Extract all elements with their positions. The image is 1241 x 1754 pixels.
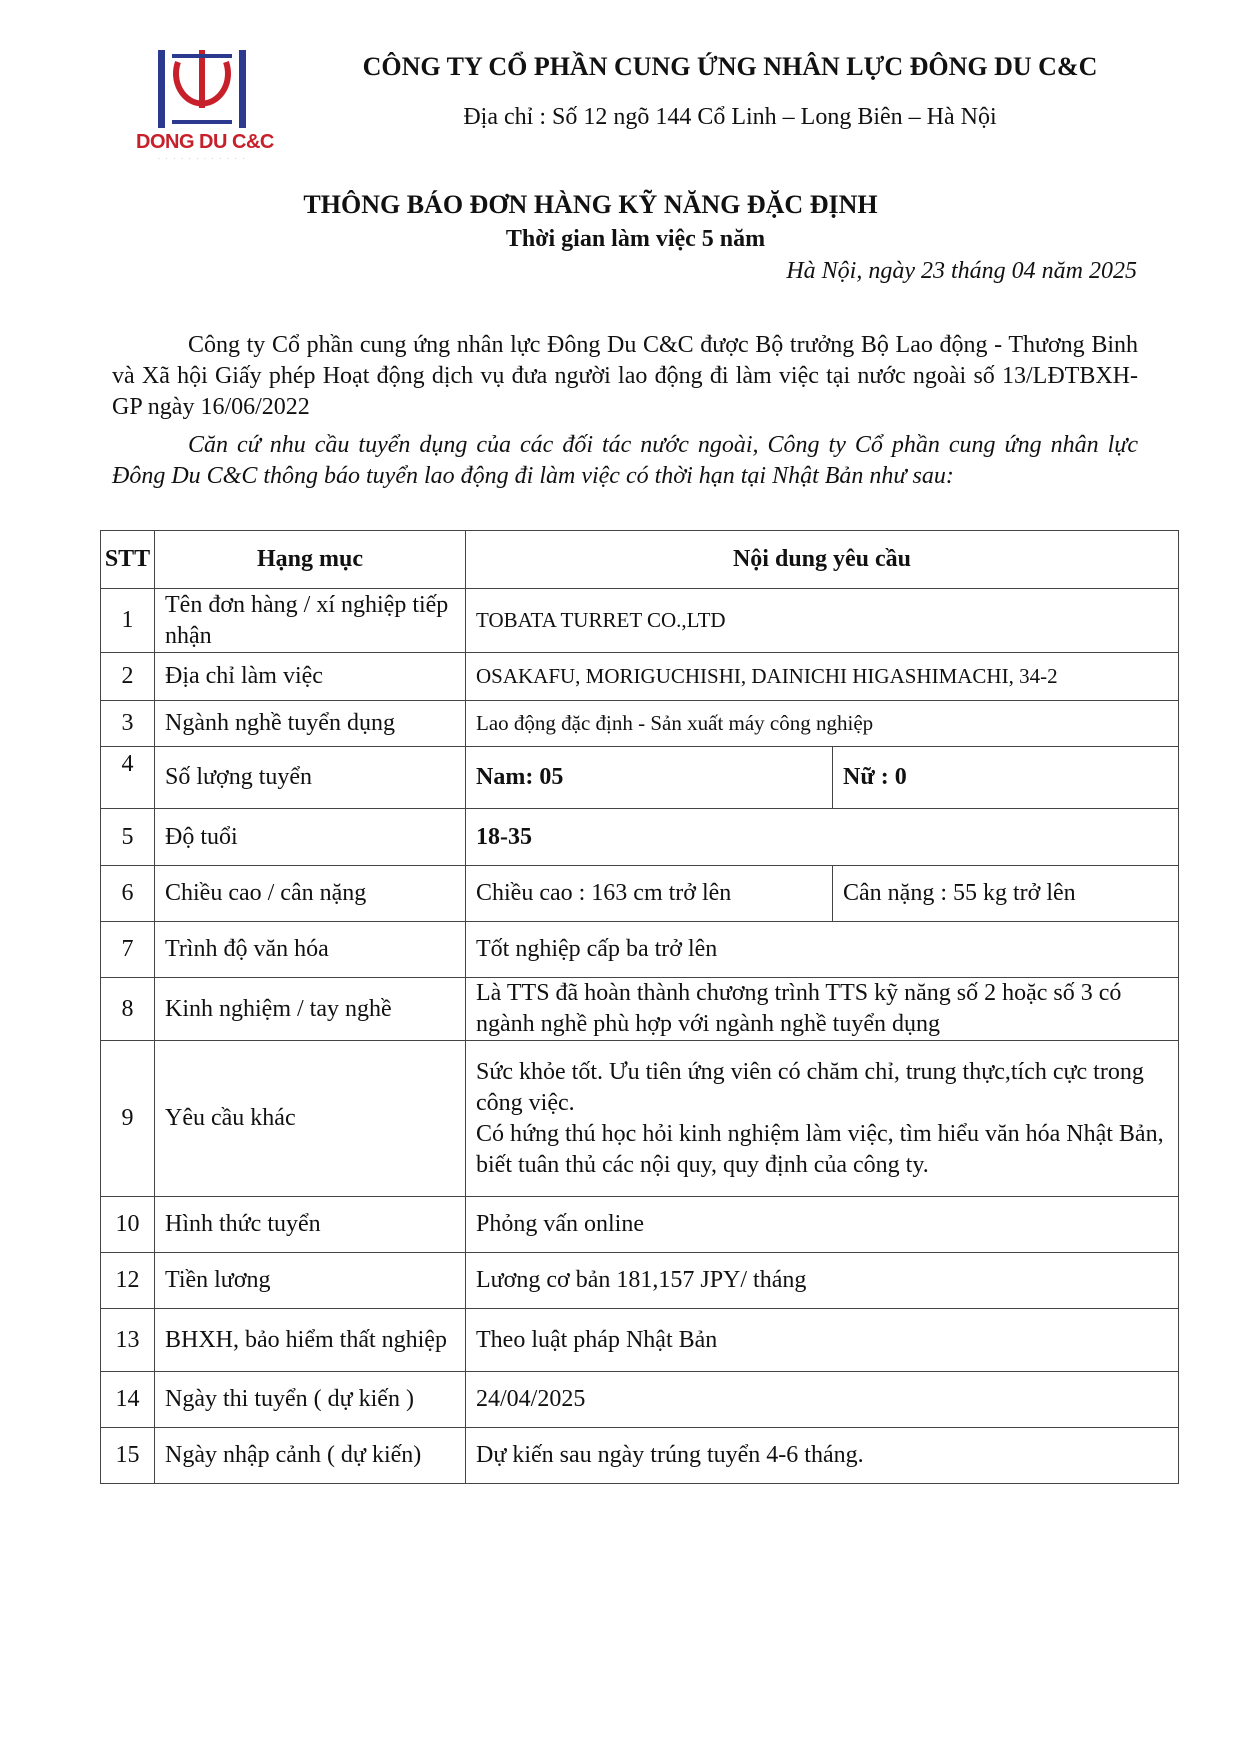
logo-tagline-decoration: · · · · · · · · · · · · — [158, 156, 247, 162]
row-category: Tiền lương — [155, 1253, 466, 1309]
row-category: Ngày nhập cảnh ( dự kiến) — [155, 1428, 466, 1484]
row-content: Theo luật pháp Nhật Bản — [466, 1309, 1179, 1372]
row-stt: 14 — [101, 1372, 155, 1428]
table-row — [101, 809, 1179, 866]
row-content: 18-35 — [466, 809, 1179, 866]
logo-mark-icon — [156, 48, 248, 130]
logo-text: DONG DU C&C — [136, 131, 274, 153]
row-content: Phỏng vấn online — [466, 1197, 1179, 1253]
row-category: Yêu cầu khác — [155, 1041, 466, 1197]
row-category: Kinh nghiệm / tay nghề — [155, 978, 466, 1041]
table-row — [101, 1041, 1179, 1197]
row-content-line: Có hứng thú học hỏi kinh nghiệm làm việc, tìm hiểu văn hóa Nhật Bản, biết tuân thủ các nội quy, quy định của công ty. — [476, 1120, 1164, 1178]
row-content: Tốt nghiệp cấp ba trở lên — [466, 922, 1179, 978]
intro-paragraph-announcement: Căn cứ nhu cầu tuyển dụng của các đối tác nước ngoài, Công ty Cổ phần cung ứng nhân lực Đông Du C&C thông báo tuyển lao động đi làm việc có thời hạn tại Nhật Bản như sau: — [112, 432, 1138, 489]
row-stt: 4 — [101, 747, 155, 809]
table-row — [101, 922, 1179, 978]
row-content: TOBATA TURRET CO.,LTD — [466, 589, 1179, 653]
row-content-female: Nữ : 0 — [833, 747, 1179, 809]
row-stt: 8 — [101, 978, 155, 1041]
header-category: Hạng mục — [155, 531, 466, 589]
row-stt: 6 — [101, 866, 155, 922]
table-row — [101, 1253, 1179, 1309]
row-content-weight: Cân nặng : 55 kg trở lên — [833, 866, 1179, 922]
row-stt: 10 — [101, 1197, 155, 1253]
header-stt: STT — [101, 531, 155, 589]
row-category: Số lượng tuyển — [155, 747, 466, 809]
header-content: Nội dung yêu cầu — [466, 531, 1179, 589]
table-row — [101, 866, 1179, 922]
table-row — [101, 1309, 1179, 1372]
table-row — [101, 1428, 1179, 1484]
row-stt: 2 — [101, 653, 155, 701]
row-content: OSAKAFU, MORIGUCHISHI, DAINICHI HIGASHIMACHI, 34-2 — [466, 653, 1179, 701]
intro-paragraph-license: Công ty Cổ phần cung ứng nhân lực Đông Du C&C được Bộ trưởng Bộ Lao động - Thương Binh và Xã hội Giấy phép Hoạt động dịch vụ đưa người lao động đi làm việc tại nước ngoài số 13/LĐTBXH-GP ngày 16/06/2022 — [112, 332, 1138, 420]
row-content-line: Sức khỏe tốt. Ưu tiên ứng viên có chăm chỉ, trung thực,tích cực trong công việc. — [476, 1058, 1144, 1116]
table-header-row — [101, 531, 1179, 589]
table-row — [101, 653, 1179, 701]
row-content: Là TTS đã hoàn thành chương trình TTS kỹ năng số 2 hoặc số 3 có ngành nghề phù hợp với ngành nghề tuyển dụng — [466, 978, 1179, 1041]
document-subtitle: Thời gian làm việc 5 năm — [505, 226, 766, 252]
row-stt: 13 — [101, 1309, 155, 1372]
row-category: BHXH, bảo hiểm thất nghiệp — [155, 1309, 466, 1372]
row-category: Địa chỉ làm việc — [155, 653, 466, 701]
row-content-male: Nam: 05 — [466, 747, 833, 809]
company-logo — [128, 48, 278, 166]
row-category: Ngành nghề tuyển dụng — [155, 701, 466, 747]
company-address: Địa chỉ : Số 12 ngõ 144 Cổ Linh – Long Biên – Hà Nội — [463, 104, 997, 130]
row-category: Ngày thi tuyển ( dự kiến ) — [155, 1372, 466, 1428]
row-category: Tên đơn hàng / xí nghiệp tiếp nhận — [155, 589, 466, 653]
table-row — [101, 589, 1179, 653]
table-row — [101, 747, 1179, 809]
row-stt: 3 — [101, 701, 155, 747]
row-stt: 15 — [101, 1428, 155, 1484]
row-stt: 5 — [101, 809, 155, 866]
row-category: Trình độ văn hóa — [155, 922, 466, 978]
row-content-height: Chiều cao : 163 cm trở lên — [466, 866, 833, 922]
row-content: Lương cơ bản 181,157 JPY/ tháng — [466, 1253, 1179, 1309]
table-row — [101, 1372, 1179, 1428]
row-stt: 1 — [101, 589, 155, 653]
row-category: Chiều cao / cân nặng — [155, 866, 466, 922]
table-row — [101, 701, 1179, 747]
row-content: Dự kiến sau ngày trúng tuyển 4-6 tháng. — [466, 1428, 1179, 1484]
requirements-table — [100, 530, 1179, 1484]
row-stt: 12 — [101, 1253, 155, 1309]
row-content: 24/04/2025 — [466, 1372, 1179, 1428]
row-category: Độ tuổi — [155, 809, 466, 866]
table-row — [101, 1197, 1179, 1253]
row-content — [466, 1041, 1179, 1197]
row-stt: 9 — [101, 1041, 155, 1197]
document-title: THÔNG BÁO ĐƠN HÀNG KỸ NĂNG ĐẶC ĐỊNH — [303, 190, 878, 219]
row-stt: 7 — [101, 922, 155, 978]
company-name: CÔNG TY CỔ PHẦN CUNG ỨNG NHÂN LỰC ĐÔNG DU C&C — [362, 52, 1098, 81]
document-date: Hà Nội, ngày 23 tháng 04 năm 2025 — [786, 258, 1137, 284]
row-content: Lao động đặc định - Sản xuất máy công nghiệp — [466, 701, 1179, 747]
row-category: Hình thức tuyển — [155, 1197, 466, 1253]
table-row — [101, 978, 1179, 1041]
